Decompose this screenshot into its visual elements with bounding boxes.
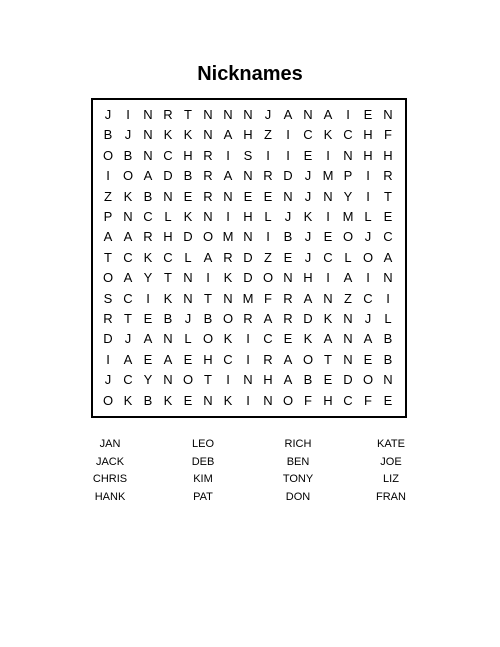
grid-cell[interactable]: H <box>323 392 333 408</box>
grid-cell[interactable]: A <box>283 372 293 388</box>
grid-cell[interactable]: H <box>303 270 313 286</box>
grid-cell[interactable]: D <box>103 331 113 347</box>
grid-cell[interactable]: J <box>304 168 312 184</box>
grid-cell[interactable]: N <box>263 392 273 408</box>
word-list-item: RICH <box>284 438 312 450</box>
grid-cell[interactable]: N <box>203 209 213 224</box>
grid-cell[interactable]: O <box>122 168 134 184</box>
grid-cell[interactable]: I <box>246 392 250 408</box>
grid-cell[interactable]: D <box>343 372 353 388</box>
grid-cell[interactable]: L <box>264 209 272 224</box>
grid-row <box>93 391 405 411</box>
grid-cell[interactable]: I <box>226 147 230 163</box>
grid-cell[interactable]: P <box>103 209 113 224</box>
grid-cell[interactable]: J <box>304 188 312 204</box>
grid-cell[interactable]: O <box>202 229 214 245</box>
grid-cell[interactable]: T <box>324 351 332 367</box>
grid-cell[interactable]: K <box>123 392 133 408</box>
grid-cell[interactable]: O <box>342 229 354 245</box>
grid-cell[interactable]: A <box>383 249 393 265</box>
grid-cell[interactable]: I <box>366 168 370 184</box>
grid-cell[interactable]: M <box>342 209 354 224</box>
grid-row <box>93 370 405 390</box>
grid-cell[interactable]: R <box>203 188 213 204</box>
grid-cell[interactable]: O <box>102 147 114 163</box>
grid-cell[interactable]: I <box>126 107 130 122</box>
grid-cell[interactable]: N <box>383 107 393 122</box>
grid-cell[interactable]: A <box>223 127 233 143</box>
grid-cell[interactable]: R <box>283 311 293 326</box>
grid-cell[interactable]: H <box>363 147 373 163</box>
grid-cell[interactable]: N <box>183 270 193 286</box>
grid-cell[interactable]: A <box>143 168 153 184</box>
grid-cell[interactable]: J <box>124 331 132 347</box>
grid-cell[interactable]: F <box>264 290 272 306</box>
grid-cell[interactable]: K <box>223 270 233 286</box>
grid-cell[interactable]: Y <box>143 372 153 388</box>
grid-cell[interactable]: K <box>183 127 193 143</box>
grid-row <box>93 207 405 227</box>
grid-cell[interactable]: B <box>383 351 393 367</box>
grid-row <box>93 248 405 268</box>
grid-cell[interactable]: M <box>222 229 234 245</box>
grid-cell[interactable]: E <box>323 372 333 388</box>
grid-cell[interactable]: I <box>266 229 270 245</box>
grid-cell[interactable]: H <box>183 147 193 163</box>
grid-cell[interactable]: I <box>386 290 390 306</box>
grid-row <box>93 329 405 349</box>
grid-cell[interactable]: C <box>343 392 353 408</box>
grid-cell[interactable]: E <box>143 351 153 367</box>
grid-cell[interactable]: R <box>263 168 273 184</box>
grid-cell[interactable]: B <box>123 147 133 163</box>
grid-cell[interactable]: I <box>106 351 110 367</box>
grid-cell[interactable]: O <box>362 372 374 388</box>
grid-cell[interactable]: E <box>263 188 273 204</box>
grid-cell[interactable]: L <box>364 209 372 224</box>
grid-cell[interactable]: B <box>103 127 113 143</box>
grid-cell[interactable]: A <box>203 249 213 265</box>
word-list-item: KIM <box>193 473 213 485</box>
grid-cell[interactable]: A <box>263 311 273 326</box>
grid-cell[interactable]: I <box>366 188 370 204</box>
grid-cell[interactable]: R <box>143 229 153 245</box>
grid-cell[interactable]: K <box>323 311 333 326</box>
grid-cell[interactable]: Z <box>344 290 352 306</box>
grid-cell[interactable]: P <box>343 168 353 184</box>
grid-cell[interactable]: Y <box>343 188 353 204</box>
grid-cell[interactable]: N <box>123 209 133 224</box>
grid-cell[interactable]: I <box>286 127 290 143</box>
grid-cell[interactable]: N <box>203 127 213 143</box>
grid-cell[interactable]: R <box>263 351 273 367</box>
word-list-item: DEB <box>191 455 215 468</box>
grid-cell[interactable]: I <box>106 168 110 184</box>
grid-cell[interactable]: C <box>263 331 273 347</box>
grid-cell[interactable]: L <box>164 209 172 224</box>
grid-cell[interactable]: I <box>326 147 330 163</box>
grid-cell[interactable]: B <box>283 229 293 245</box>
grid-cell[interactable]: I <box>246 351 250 367</box>
grid-cell[interactable]: E <box>143 311 153 326</box>
grid-cell[interactable]: A <box>303 290 313 306</box>
grid-cell[interactable]: Z <box>264 249 272 265</box>
grid-cell[interactable]: R <box>223 249 233 265</box>
grid-cell[interactable]: H <box>243 209 253 224</box>
grid-cell[interactable]: B <box>163 311 173 326</box>
grid-cell[interactable]: T <box>104 249 112 265</box>
grid-cell[interactable]: A <box>323 107 333 122</box>
grid-cell[interactable]: J <box>304 229 312 245</box>
grid-cell[interactable]: R <box>103 311 113 326</box>
grid-cell[interactable]: E <box>363 351 373 367</box>
grid-cell[interactable]: J <box>284 209 292 224</box>
grid-cell[interactable]: B <box>203 311 213 326</box>
grid-cell[interactable]: F <box>304 392 312 408</box>
grid-cell[interactable]: A <box>163 351 173 367</box>
grid-cell[interactable]: R <box>383 168 393 184</box>
grid-cell[interactable]: J <box>104 107 112 122</box>
grid-cell[interactable]: E <box>183 188 193 204</box>
grid-cell[interactable]: N <box>203 107 213 122</box>
grid-cell[interactable]: I <box>226 209 230 224</box>
grid-cell[interactable]: I <box>346 107 350 122</box>
word-list-item: CHRIS <box>92 473 128 485</box>
grid-cell[interactable]: E <box>283 249 293 265</box>
grid-cell[interactable]: C <box>163 147 173 163</box>
grid-cell[interactable]: N <box>243 229 253 245</box>
grid-cell[interactable]: C <box>383 229 393 245</box>
grid-cell[interactable]: B <box>143 392 153 408</box>
grid-cell[interactable]: C <box>223 351 233 367</box>
grid-cell[interactable]: C <box>303 127 313 143</box>
word-list-item: DON <box>285 490 311 503</box>
grid-cell[interactable]: N <box>283 188 293 204</box>
letter-grid[interactable] <box>91 98 407 418</box>
grid-cell[interactable]: E <box>303 147 313 163</box>
grid-row <box>93 105 405 125</box>
grid-row <box>93 268 405 288</box>
grid-cell[interactable]: H <box>243 127 253 143</box>
grid-cell[interactable]: K <box>323 127 333 143</box>
grid-cell[interactable]: L <box>384 311 392 326</box>
grid-cell[interactable]: B <box>143 188 153 204</box>
grid-cell[interactable]: E <box>183 351 193 367</box>
grid-cell[interactable]: D <box>243 249 253 265</box>
grid-cell[interactable]: R <box>243 311 253 326</box>
grid-cell[interactable]: K <box>303 331 313 347</box>
grid-cell[interactable]: N <box>183 290 193 306</box>
grid-cell[interactable]: S <box>103 290 113 306</box>
grid-cell[interactable]: N <box>223 290 233 306</box>
grid-cell[interactable]: O <box>202 331 214 347</box>
grid-cell[interactable]: C <box>163 249 173 265</box>
grid-cell[interactable]: N <box>383 372 393 388</box>
grid-cell[interactable]: K <box>163 290 173 306</box>
grid-cell[interactable]: A <box>103 229 113 245</box>
grid-cell[interactable]: O <box>262 270 274 286</box>
grid-cell[interactable]: C <box>363 290 373 306</box>
grid-cell[interactable]: L <box>184 331 192 347</box>
grid-cell[interactable]: D <box>283 168 293 184</box>
grid-cell[interactable]: A <box>283 351 293 367</box>
grid-cell[interactable]: A <box>283 107 293 122</box>
grid-cell[interactable]: T <box>184 107 192 122</box>
word-list-item: BEN <box>286 455 310 468</box>
grid-cell[interactable]: H <box>203 351 213 367</box>
grid-cell[interactable]: E <box>243 188 253 204</box>
grid-cell[interactable]: N <box>143 127 153 143</box>
grid-cell[interactable]: H <box>163 229 173 245</box>
grid-cell[interactable]: D <box>243 270 253 286</box>
word-list-item: KATE <box>377 438 405 450</box>
grid-cell[interactable]: L <box>344 249 352 265</box>
grid-cell[interactable]: M <box>242 290 254 306</box>
grid-cell[interactable]: N <box>303 107 313 122</box>
grid-cell[interactable]: B <box>183 168 193 184</box>
grid-cell[interactable]: N <box>143 107 153 122</box>
grid-cell[interactable]: A <box>123 229 133 245</box>
word-list-item: JOE <box>380 455 402 468</box>
grid-cell[interactable]: C <box>123 290 133 306</box>
grid-cell[interactable]: E <box>363 107 373 122</box>
grid-cell[interactable]: O <box>102 392 114 408</box>
grid-cell[interactable]: R <box>203 168 213 184</box>
grid-cell[interactable]: C <box>343 127 353 143</box>
grid-cell[interactable]: I <box>326 270 330 286</box>
grid-cell[interactable]: T <box>124 311 132 326</box>
grid-cell[interactable]: A <box>123 351 133 367</box>
grid-cell[interactable]: I <box>246 331 250 347</box>
grid-cell[interactable]: J <box>104 372 112 388</box>
grid-row <box>93 350 405 370</box>
grid-cell[interactable]: B <box>383 331 393 347</box>
grid-cell[interactable]: T <box>204 290 212 306</box>
word-list-item: LIZ <box>383 473 399 485</box>
grid-cell[interactable]: F <box>384 127 392 143</box>
grid-cell[interactable]: A <box>343 270 353 286</box>
grid-cell[interactable]: N <box>143 147 153 163</box>
grid-cell[interactable]: I <box>266 147 270 163</box>
grid-cell[interactable]: R <box>203 147 213 163</box>
word-list-item: JAN <box>99 438 121 450</box>
grid-cell[interactable]: K <box>223 331 233 347</box>
puzzle-title: Nicknames <box>197 63 303 85</box>
grid-cell[interactable]: N <box>343 311 353 326</box>
grid-cell[interactable]: N <box>343 331 353 347</box>
word-list-item: TONY <box>282 473 314 485</box>
grid-cell[interactable]: N <box>323 290 333 306</box>
word-list-item: JACK <box>95 455 125 468</box>
grid-cell[interactable]: N <box>163 331 173 347</box>
grid-cell[interactable]: A <box>143 331 153 347</box>
grid-cell[interactable]: N <box>343 147 353 163</box>
grid-cell[interactable]: N <box>243 168 253 184</box>
grid-cell[interactable]: B <box>303 372 313 388</box>
grid-cell[interactable]: H <box>383 147 393 163</box>
grid-cell[interactable]: A <box>323 331 333 347</box>
grid-cell[interactable]: N <box>283 270 293 286</box>
grid-cell[interactable]: A <box>363 331 373 347</box>
grid-row <box>93 227 405 247</box>
grid-cell[interactable]: C <box>123 249 133 265</box>
grid-cell[interactable]: A <box>223 168 233 184</box>
grid-cell[interactable]: C <box>323 249 333 265</box>
grid-cell[interactable]: O <box>362 249 374 265</box>
grid-cell[interactable]: O <box>102 270 114 286</box>
word-list-item: PAT <box>193 490 213 503</box>
grid-cell[interactable]: H <box>363 127 373 143</box>
grid-cell[interactable]: M <box>322 168 334 184</box>
grid-cell[interactable]: D <box>303 311 313 326</box>
grid-cell[interactable]: K <box>163 127 173 143</box>
grid-cell[interactable]: N <box>163 372 173 388</box>
grid-cell[interactable]: N <box>223 188 233 204</box>
grid-cell[interactable]: O <box>222 311 234 326</box>
grid-cell[interactable]: N <box>323 188 333 204</box>
grid-cell[interactable]: O <box>302 351 314 367</box>
grid-cell[interactable]: S <box>243 147 253 163</box>
grid-cell[interactable]: K <box>163 392 173 408</box>
grid-cell[interactable]: I <box>326 209 330 224</box>
grid-row <box>93 146 405 166</box>
grid-cell[interactable]: K <box>123 188 133 204</box>
grid-cell[interactable]: E <box>323 229 333 245</box>
grid-cell[interactable]: R <box>163 107 173 122</box>
word-list-item: HANK <box>94 490 126 503</box>
word-list-item: FRAN <box>376 490 406 503</box>
grid-cell[interactable]: N <box>203 392 213 408</box>
grid-row <box>93 166 405 186</box>
grid-cell[interactable]: J <box>264 107 272 122</box>
grid-cell[interactable]: N <box>163 188 173 204</box>
word-list-item: LEO <box>191 438 214 450</box>
grid-cell[interactable]: C <box>123 372 133 388</box>
grid-cell[interactable]: K <box>143 249 153 265</box>
grid-cell[interactable]: I <box>366 270 370 286</box>
grid-cell[interactable]: F <box>364 392 372 408</box>
grid-cell[interactable]: J <box>184 311 192 326</box>
grid-cell[interactable]: N <box>343 351 353 367</box>
grid-cell[interactable]: Z <box>264 127 272 143</box>
grid-cell[interactable]: R <box>283 290 293 306</box>
grid-row <box>93 289 405 309</box>
grid-cell[interactable]: E <box>383 209 393 224</box>
grid-cell[interactable]: Y <box>143 270 153 286</box>
grid-cell[interactable]: I <box>286 147 290 163</box>
grid-cell[interactable]: C <box>143 209 153 224</box>
grid-cell[interactable]: K <box>183 209 193 224</box>
grid-cell[interactable]: D <box>183 229 193 245</box>
grid-cell[interactable]: H <box>263 372 273 388</box>
grid-cell[interactable]: I <box>206 270 210 286</box>
grid-cell[interactable]: T <box>164 270 172 286</box>
grid-cell[interactable]: N <box>243 107 253 122</box>
grid-cell[interactable]: D <box>163 168 173 184</box>
grid-cell[interactable]: T <box>204 372 212 388</box>
grid-cell[interactable]: J <box>364 311 372 326</box>
grid-cell[interactable]: N <box>243 372 253 388</box>
grid-cell[interactable]: K <box>303 209 313 224</box>
grid-cell[interactable]: T <box>384 188 392 204</box>
grid-cell[interactable]: E <box>383 392 393 408</box>
grid-row <box>93 125 405 145</box>
grid-row <box>93 187 405 207</box>
grid-cell[interactable]: J <box>124 127 132 143</box>
grid-cell[interactable]: A <box>123 270 133 286</box>
grid-row <box>93 309 405 329</box>
grid-cell[interactable]: N <box>383 270 393 286</box>
grid-cell[interactable]: O <box>182 372 194 388</box>
grid-cell[interactable]: I <box>146 290 150 306</box>
grid-cell[interactable]: K <box>223 392 233 408</box>
grid-cell[interactable]: E <box>183 392 193 408</box>
grid-cell[interactable]: L <box>184 249 192 265</box>
grid-cell[interactable]: J <box>304 249 312 265</box>
grid-cell[interactable]: E <box>283 331 293 347</box>
grid-cell[interactable]: Z <box>104 188 112 204</box>
grid-cell[interactable]: N <box>223 107 233 122</box>
grid-cell[interactable]: O <box>282 392 294 408</box>
grid-cell[interactable]: I <box>226 372 230 388</box>
grid-cell[interactable]: J <box>364 229 372 245</box>
